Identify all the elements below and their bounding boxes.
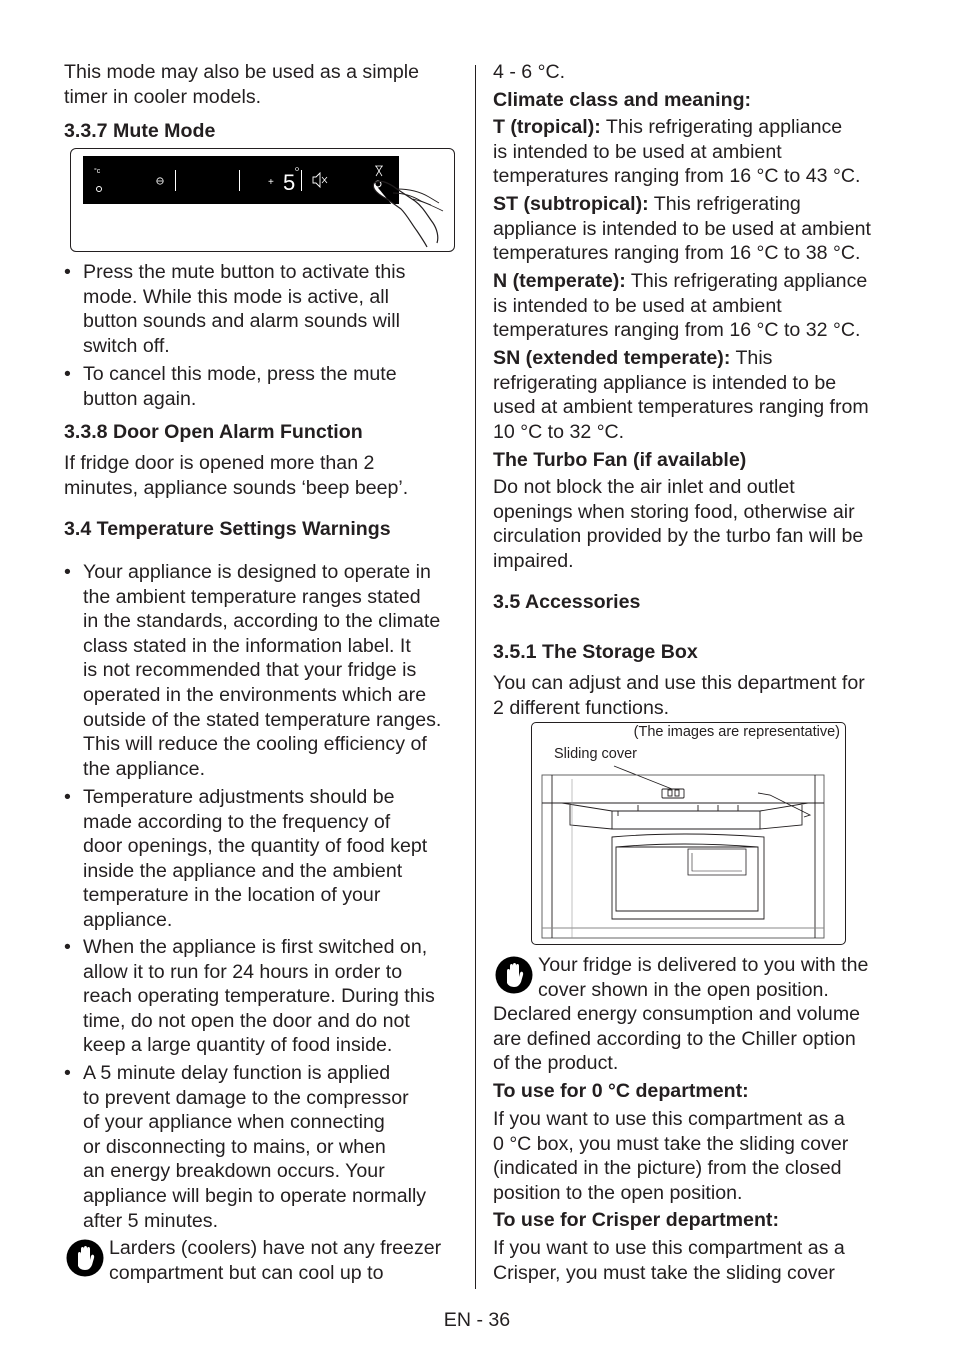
warnings-heading: 3.4 Temperature Settings Warnings (64, 518, 391, 540)
storage-box-text: You can adjust and use this department for 2 different functions. (493, 672, 865, 719)
control-panel-illustration (71, 149, 454, 251)
sliding-cover-label: Sliding cover (554, 746, 638, 762)
climate-extended-temperate: SN (extended temperate): This refrigerating appliance is intended to be used at ambient temperatures ranging from 10 °C to 32 °C. (493, 347, 869, 443)
storage-box-illustration (532, 723, 845, 944)
column-divider (475, 65, 476, 1289)
continued-text: 4 - 6 °C. (493, 61, 566, 83)
figure-caption: (The images are representative) (633, 724, 840, 740)
stop-hand-icon (66, 1239, 104, 1277)
energy-note: Declared energy consumption and volume are defined according to the Chiller option of the product. (493, 1003, 861, 1075)
door-alarm-heading: 3.3.8 Door Open Alarm Function (64, 421, 363, 443)
crisper-heading: To use for Crisper department: (493, 1209, 779, 1231)
accessories-heading: 3.5 Accessories (493, 591, 641, 613)
climate-tropical: T (tropical): This refrigerating appliance is intended to be used at ambient temperatures ranging from 16 °C to 43 °C. (493, 116, 861, 188)
climate-heading: Climate class and meaning: (493, 89, 752, 111)
crisper-text: If you want to use this compartment as a Crisper, you must take the sliding cover (493, 1237, 845, 1284)
delivery-note: Your fridge is delivered to you with the cover shown in the open position. (538, 954, 869, 1001)
turbo-heading: The Turbo Fan (if available) (493, 449, 747, 471)
larder-note: Larders (coolers) have not any freezer compartment but can cool up to (109, 1237, 442, 1284)
page-number: EN - 36 (443, 1309, 511, 1331)
turbo-text: Do not block the air inlet and outlet openings when storing food, otherwise air circulation provided by the turbo fan will be impaired. (493, 476, 864, 572)
climate-temperate: N (temperate): This refrigerating appliance is intended to be used at ambient temperatures ranging from 16 °C to 32 °C. (493, 270, 868, 342)
mute-panel-figure (70, 148, 455, 252)
storage-box-heading: 3.5.1 The Storage Box (493, 641, 698, 663)
stop-hand-icon (495, 956, 533, 994)
storage-box-figure (531, 722, 846, 945)
climate-subtropical: ST (subtropical): This refrigerating appliance is intended to be used at ambient temperatures ranging from 16 °C to 38 °C. (493, 193, 871, 265)
door-alarm-text: If fridge door is opened more than 2 minutes, appliance sounds ‘beep beep’. (64, 452, 409, 499)
intro-text: This mode may also be used as a simple timer in cooler models. (64, 61, 420, 108)
mute-heading: 3.3.7 Mute Mode (64, 120, 216, 142)
zero-degree-text: If you want to use this compartment as a 0 °C box, you must take the sliding cover (indicated in the picture) from the closed position to the open position. (493, 1108, 849, 1204)
plus-label: + (268, 177, 274, 188)
zero-degree-heading: To use for 0 °C department: (493, 1080, 749, 1102)
display-digit: 5 (283, 170, 296, 195)
temp-unit-label: °c (94, 168, 101, 175)
